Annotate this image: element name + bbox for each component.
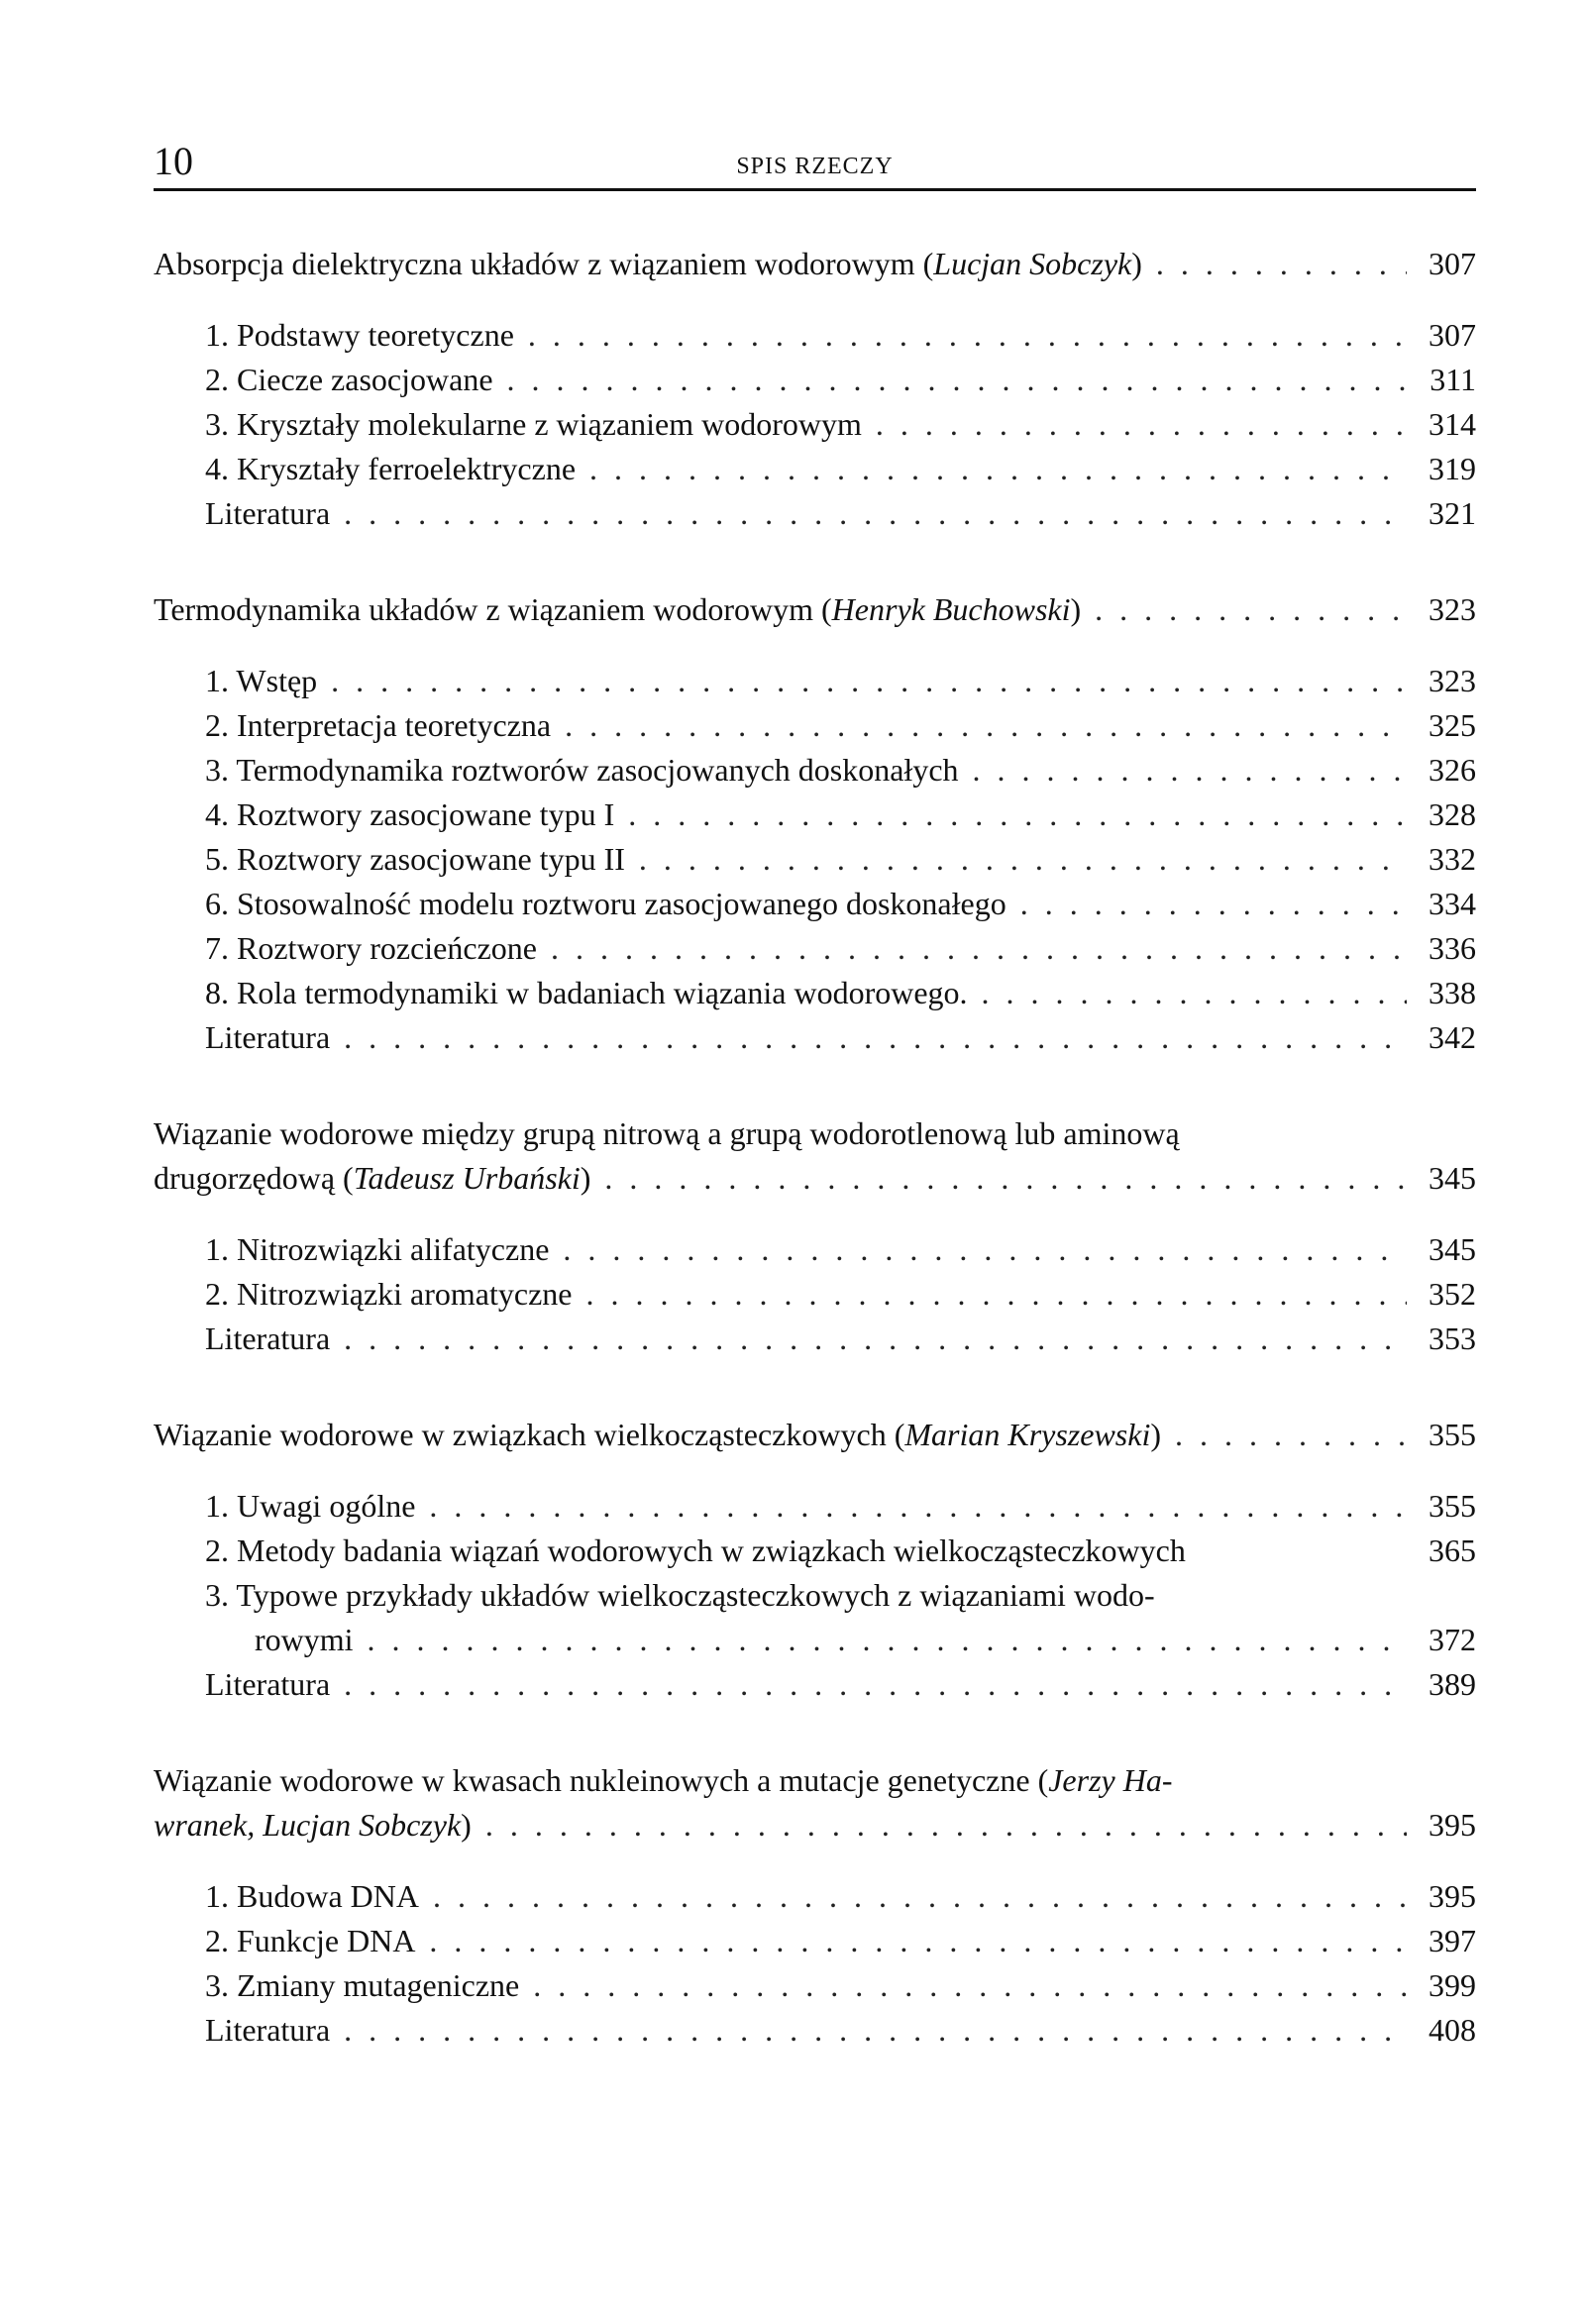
chapter-entry[interactable]	[154, 242, 1476, 286]
section-page: 353	[1429, 1320, 1476, 1356]
literature-entry[interactable]	[154, 1317, 1476, 1361]
leader-dots	[1020, 882, 1407, 926]
page-number: 10	[154, 139, 193, 183]
section-label: 1. Wstęp	[205, 663, 318, 698]
chapter-entry-line2[interactable]	[154, 1803, 1476, 1848]
section-label: 2. Metody badania wiązań wodorowych w związkach wielkocząsteczkowych	[205, 1532, 1186, 1568]
section-page: 352	[1429, 1276, 1476, 1312]
chapter-page: 395	[1429, 1807, 1476, 1843]
section-page: 332	[1429, 841, 1476, 877]
leader-dots	[429, 1484, 1407, 1529]
section-entry[interactable]	[154, 402, 1476, 447]
literature-entry[interactable]	[154, 2008, 1476, 2053]
section-label: 4. Roztwory zasocjowane typu I	[205, 796, 615, 832]
section-entry[interactable]	[154, 313, 1476, 358]
leader-dots	[565, 703, 1407, 748]
section-label: Literatura	[205, 1320, 331, 1356]
section-label: 2. Ciecze zasocjowane	[205, 362, 493, 397]
section-entry[interactable]	[154, 358, 1476, 402]
leader-dots	[528, 313, 1407, 358]
section-page: 314	[1429, 406, 1476, 442]
section-entry[interactable]	[154, 1227, 1476, 1272]
section-entry[interactable]	[154, 1963, 1476, 2008]
section-label-cont: rowymi	[255, 1622, 354, 1657]
section-page: 338	[1429, 975, 1476, 1010]
chapter-title: Absorpcja dielektryczna układów z wiązaniem wodorowym (Lucjan Sobczyk)	[154, 246, 1142, 281]
chapter-title: Wiązanie wodorowe między grupą nitrową a grupą wodorotlenową lub aminową	[154, 1115, 1180, 1151]
leader-dots	[604, 1156, 1407, 1201]
section-entry[interactable]	[154, 703, 1476, 748]
section-entry[interactable]	[154, 1529, 1476, 1573]
leader-dots	[876, 402, 1407, 447]
section-page: 336	[1429, 930, 1476, 966]
chapter-author: Henryk Buchowski	[831, 591, 1071, 627]
chapter-title: Termodynamika układów z wiązaniem wodorowym (Henryk Buchowski)	[154, 591, 1082, 627]
chapter-entry[interactable]	[154, 1413, 1476, 1457]
section-page: 307	[1429, 317, 1476, 353]
leader-dots	[1156, 242, 1407, 286]
literature-entry[interactable]	[154, 491, 1476, 536]
section-label: Literatura	[205, 1666, 331, 1702]
section-entry[interactable]	[154, 1272, 1476, 1317]
section-page: 319	[1429, 451, 1476, 486]
running-title: SPIS RZECZY	[736, 154, 894, 179]
chapter-title: Wiązanie wodorowe w kwasach nukleinowych a mutacje genetyczne (Jerzy Ha-	[154, 1762, 1173, 1798]
leader-dots	[368, 1618, 1407, 1662]
leader-dots	[628, 792, 1407, 837]
leader-dots	[344, 1317, 1407, 1361]
section-label: 1. Budowa DNA	[205, 1878, 419, 1914]
section-label: 1. Uwagi ogólne	[205, 1488, 416, 1524]
chapter-title-cont: drugorzędową (Tadeusz Urbański)	[154, 1160, 591, 1196]
section-page: 325	[1429, 707, 1476, 743]
chapter-title: Wiązanie wodorowe w związkach wielkocząsteczkowych (Marian Kryszewski)	[154, 1417, 1161, 1452]
section-label: 1. Podstawy teoretyczne	[205, 317, 514, 353]
section-entry[interactable]	[154, 1484, 1476, 1529]
page-header	[154, 137, 1476, 186]
leader-dots	[344, 2008, 1407, 2053]
section-page: 323	[1429, 663, 1476, 698]
leader-dots	[1095, 587, 1407, 632]
section-entry[interactable]	[154, 882, 1476, 926]
chapter-page: 307	[1429, 246, 1476, 281]
section-page: 342	[1429, 1019, 1476, 1055]
section-label: Literatura	[205, 495, 331, 531]
section-page: 328	[1429, 796, 1476, 832]
section-label: 4. Kryształy ferroelektryczne	[205, 451, 577, 486]
section-page: 395	[1429, 1878, 1476, 1914]
leader-dots	[433, 1874, 1407, 1919]
section-entry[interactable]	[154, 1874, 1476, 1919]
leader-dots	[533, 1963, 1407, 2008]
section-label: 1. Nitrozwiązki alifatyczne	[205, 1231, 550, 1267]
section-entry[interactable]	[154, 1919, 1476, 1963]
leader-dots	[563, 1227, 1407, 1272]
chapter-entry[interactable]	[154, 587, 1476, 632]
section-page: 355	[1429, 1488, 1476, 1524]
section-label: Literatura	[205, 2012, 331, 2048]
section-label: 6. Stosowalność modelu roztworu zasocjowanego doskonałego	[205, 886, 1006, 921]
section-label: 2. Interpretacja teoretyczna	[205, 707, 552, 743]
chapter-author: Marian Kryszewski	[904, 1417, 1151, 1452]
leader-dots	[589, 447, 1407, 491]
leader-dots	[344, 491, 1407, 536]
section-entry[interactable]	[154, 792, 1476, 837]
leader-dots	[344, 1662, 1407, 1707]
section-page: 389	[1429, 1666, 1476, 1702]
chapter-author: Jerzy Ha-	[1048, 1762, 1173, 1798]
leader-dots	[551, 926, 1407, 971]
chapter-entry-line1[interactable]	[154, 1758, 1476, 1803]
chapter-author: wranek, Lucjan Sobczyk	[154, 1807, 462, 1843]
section-page: 345	[1429, 1231, 1476, 1267]
section-entry[interactable]	[154, 447, 1476, 491]
section-entry[interactable]	[154, 926, 1476, 971]
section-label: 5. Roztwory zasocjowane typu II	[205, 841, 625, 877]
section-entry-line2[interactable]	[154, 1618, 1476, 1662]
leader-dots	[507, 358, 1407, 402]
section-page: 321	[1429, 495, 1476, 531]
section-label: 3. Zmiany mutageniczne	[205, 1967, 520, 2003]
section-page: 334	[1429, 886, 1476, 921]
section-label: Literatura	[205, 1019, 331, 1055]
section-entry[interactable]	[154, 971, 1476, 1015]
section-page: 399	[1429, 1967, 1476, 2003]
leader-dots	[973, 748, 1407, 792]
leader-dots	[586, 1272, 1408, 1317]
section-label: 3. Termodynamika roztworów zasocjowanych doskonałych	[205, 752, 959, 788]
section-label: 2. Funkcje DNA	[205, 1923, 416, 1958]
section-label: 7. Roztwory rozcieńczone	[205, 930, 537, 966]
section-page: 372	[1429, 1622, 1476, 1657]
section-page: 365	[1429, 1532, 1476, 1568]
section-entry[interactable]	[154, 748, 1476, 792]
section-label: 8. Rola termodynamiki w badaniach wiązania wodorowego.	[205, 975, 968, 1010]
leader-dots	[344, 1015, 1407, 1060]
leader-dots	[429, 1919, 1407, 1963]
chapter-author: Lucjan Sobczyk	[933, 246, 1132, 281]
section-entry[interactable]	[154, 837, 1476, 882]
section-page: 326	[1429, 752, 1476, 788]
chapter-title-cont: wranek, Lucjan Sobczyk)	[154, 1807, 472, 1843]
section-label: 3. Kryształy molekularne z wiązaniem wodorowym	[205, 406, 862, 442]
chapter-page: 345	[1429, 1160, 1476, 1196]
chapter-page: 323	[1429, 591, 1476, 627]
literature-entry[interactable]	[154, 1015, 1476, 1060]
table-of-contents	[154, 242, 1476, 2053]
chapter-page: 355	[1429, 1417, 1476, 1452]
section-entry-line1[interactable]	[154, 1573, 1476, 1618]
leader-dots	[331, 659, 1407, 703]
chapter-author: Tadeusz Urbański	[353, 1160, 581, 1196]
leader-dots	[639, 837, 1407, 882]
literature-entry[interactable]	[154, 1662, 1476, 1707]
leader-dots	[485, 1803, 1407, 1848]
leader-dots	[982, 971, 1407, 1015]
section-page: 408	[1429, 2012, 1476, 2048]
leader-dots	[1175, 1413, 1407, 1457]
section-entry[interactable]	[154, 659, 1476, 703]
section-page: 397	[1429, 1923, 1476, 1958]
section-label: 2. Nitrozwiązki aromatyczne	[205, 1276, 573, 1312]
header-rule	[154, 188, 1476, 191]
section-label: 3. Typowe przykłady układów wielkocząsteczkowych z wiązaniami wodo-	[205, 1577, 1155, 1613]
section-page: 311	[1429, 362, 1476, 397]
chapter-entry-line1[interactable]	[154, 1111, 1476, 1156]
chapter-entry-line2[interactable]	[154, 1156, 1476, 1201]
